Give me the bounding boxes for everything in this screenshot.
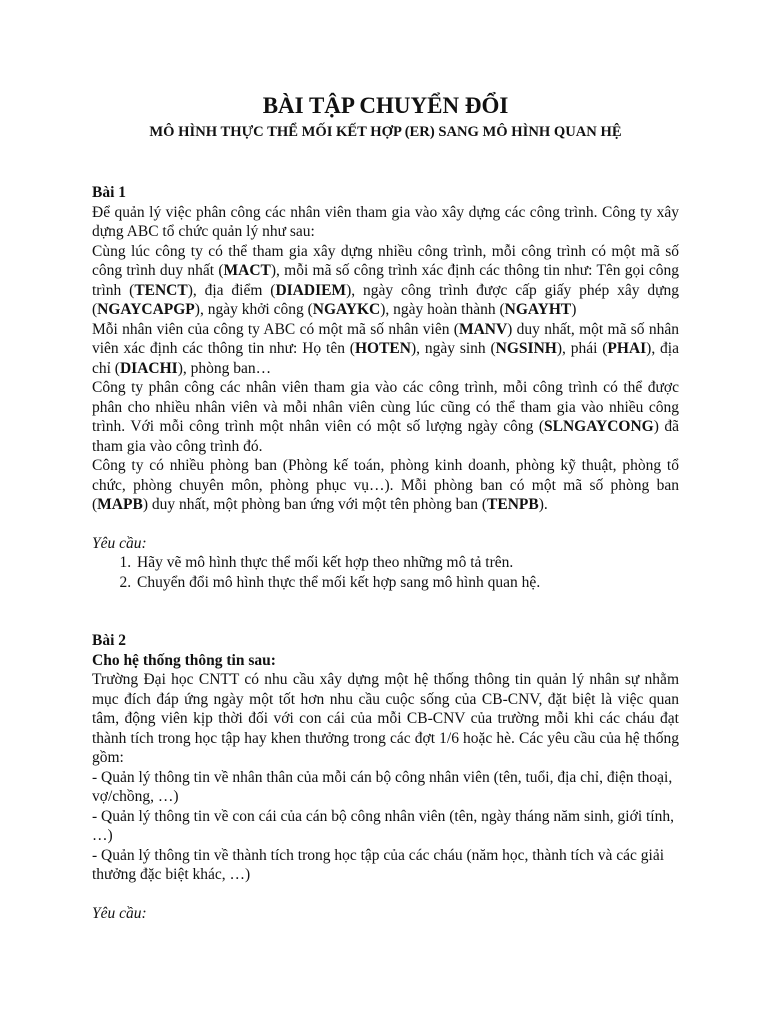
document-page [92, 92, 679, 923]
key-ngaykc: NGAYKC [312, 301, 381, 318]
bai2-subheading: Cho hệ thống thông tin sau: [92, 651, 276, 669]
key-slngaycong: SLNGAYCONG [544, 418, 654, 435]
bai2-paragraph-1: Trường Đại học CNTT có nhu cầu xây dựng một hệ thống thông tin quản lý nhân sự nhằm mục đích đáp ứng ngày một tốt hơn nhu cầu cuộc sống của CB-CNV, đặt biệt là việc quan tâm, động viên kịp thời đối với con cái của mỗi CB-CNV của trường mỗi khi các cháu đạt thành tích trong học tập hay khen thưởng trong các đợt 1/6 hoặc hè. Các yêu cầu của hệ thống gồm: [92, 671, 679, 766]
bai2-requirements-label: Yêu cầu: [92, 904, 147, 922]
bai1-paragraph-1: Để quản lý việc phân công các nhân viên tham gia vào xây dựng các công trình. Công ty xây dựng ABC tổ chức quản lý như sau: [92, 203, 679, 240]
document-subtitle: MÔ HÌNH THỰC THỂ MỐI KẾT HỢP (ER) SANG MÔ HÌNH QUAN HỆ [149, 124, 622, 140]
key-phai: PHAI [607, 340, 647, 357]
bai1-requirements-list [92, 553, 679, 592]
key-ngaycapgp: NGAYCAPGP [97, 301, 195, 318]
key-tenct: TENCT [134, 281, 188, 299]
list-item: 1. Hãy vẽ mô hình thực thể mối kết hợp theo những mô tả trên. [135, 553, 679, 573]
bai1-requirements-label: Yêu cầu: [92, 534, 147, 552]
bai1-paragraph-3: Mỗi nhân viên của công ty ABC có một mã số nhân viên (MANV) duy nhất, một mã số nhân viên xác định các thông tin như: Họ tên (HOTEN), ngày sinh (NGSINH), phái (PHAI), địa chỉ (DIACHI), phòng ban… [92, 320, 679, 377]
key-mact: MACT [223, 262, 271, 279]
bai1-paragraph-4: Công ty phân công các nhân viên tham gia vào các công trình, mỗi công trình có thể được phân cho nhiều nhân viên và mỗi nhân viên cùng lúc cũng có thể tham gia vào nhiều công trình. Với mỗi công trình một nhân viên có một số lượng ngày công (SLNGAYCONG) đã tham gia vào công trình đó. [92, 379, 679, 455]
key-tenpb: TENPB [487, 496, 539, 513]
bai1-paragraph-2: Cùng lúc công ty có thể tham gia xây dựng nhiều công trình, mỗi công trình có một mã số công trình duy nhất (MACT), mỗi mã số công trình xác định các thông tin như: Tên gọi công trình (TENCT), địa điểm (DIADIEM), ngày công trình được cấp giấy phép xây dựng (NGAYCAPGP), ngày khởi công (NGAYKC), ngày hoàn thành (NGAYHT) [92, 242, 680, 318]
bai2-bullet-2: - Quản lý thông tin về con cái của cán bộ công nhân viên (tên, ngày tháng năm sinh, giới tính, …) [92, 807, 674, 844]
key-hoten: HOTEN [354, 340, 411, 357]
bai2-bullet-3: - Quản lý thông tin về thành tích trong học tập của các cháu (năm học, thành tích và các giải thưởng đặc biệt khác, …) [92, 846, 665, 883]
key-manv: MANV [458, 320, 508, 338]
key-diachi: DIACHI [119, 359, 178, 377]
key-diadiem: DIADIEM [275, 281, 347, 299]
key-ngayht: NGAYHT [504, 301, 572, 318]
bai1-heading: Bài 1 [92, 184, 127, 201]
key-ngsinh: NGSINH [495, 340, 557, 357]
bai2-bullet-1: - Quản lý thông tin về nhân thân của mỗi cán bộ công nhân viên (tên, tuổi, địa chỉ, điện thoại, vợ/chồng, …) [92, 768, 673, 805]
bai2-heading: Bài 2 [92, 632, 127, 649]
list-item: 2. Chuyển đổi mô hình thực thể mối kết hợp sang mô hình quan hệ. [135, 573, 679, 593]
key-mapb: MAPB [97, 496, 143, 513]
document-title: BÀI TẬP CHUYỂN ĐỔI [262, 93, 509, 118]
bai1-paragraph-5: Công ty có nhiều phòng ban (Phòng kế toán, phòng kinh doanh, phòng kỹ thuật, phòng tổ chức, phòng chuyên môn, phòng phục vụ…). Mỗi phòng ban có một mã số phòng ban (MAPB) duy nhất, một phòng ban ứng với một tên phòng ban (TENPB). [92, 457, 679, 513]
